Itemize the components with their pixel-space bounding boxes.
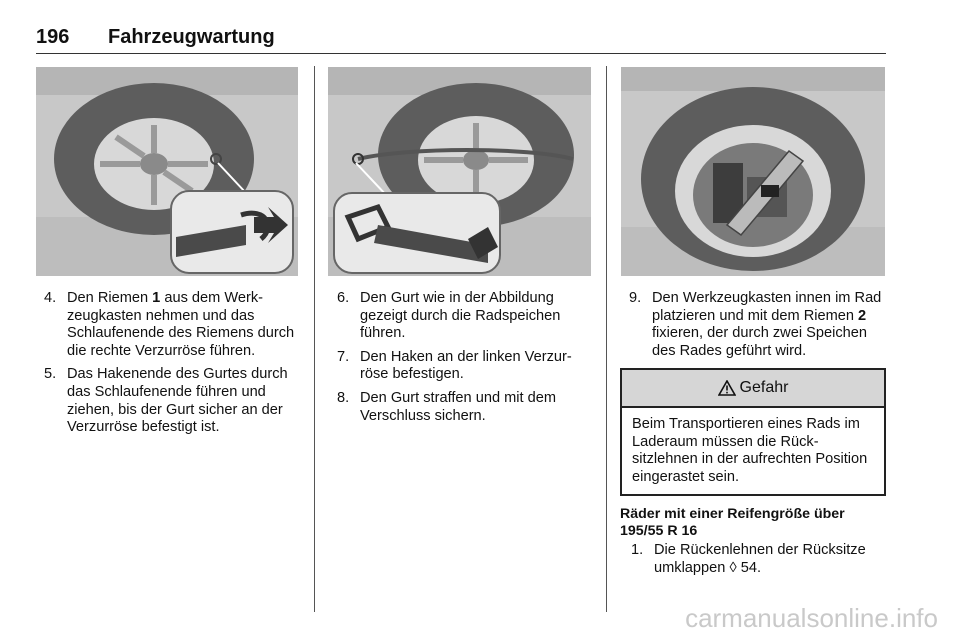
list-item: 7. Den Haken an der linken Verzurröse befestigen. [337,348,572,383]
warning-header [622,370,884,408]
section-heading: Räder mit einer Reifengröße über 195/55 R 16 [620,506,845,539]
warning-triangle-icon [718,380,736,396]
step-number: 4. [44,290,57,306]
step-number: 9. [629,290,642,306]
step-number: 5. [44,366,57,383]
list-item: 9. Den Werkzeugkasten innen im Rad platzieren und mit dem Riemen 2 fixieren, der durch zwei Speichen des Rades geführt wird. [629,290,882,359]
callout-number: 2 [858,307,867,324]
step-number: 8. [337,389,350,406]
illustration-toolbox-in-wheel [621,67,885,276]
list-item: 5. Das Hakenende des Gurtes durch das Schlaufenende führen und ziehen, bis der Gurt sicher an der Verzurröse befestigt ist. [44,366,288,436]
list-item: 1. Die Rückenlehnen der Rücksitze umklappen ◊ 54. [631,542,866,576]
illustration-strap-spokes [328,67,591,276]
page-reference[interactable]: 54. [736,559,762,576]
steps-column-2 [337,290,593,431]
step-number: 1. [631,542,644,558]
header-rule [36,53,886,54]
steps-column-3b [631,542,893,583]
page-number: 196 [36,26,70,48]
warning-box [620,368,886,496]
page-header [36,26,275,49]
watermark: carmanualsonline.info [685,603,938,633]
step-number: 6. [337,290,350,306]
list-item: 4. Den Riemen 1 aus dem Werkzeugkasten nehmen und das Schlaufenende des Riemens durch die rechte Verzurröse führen. [44,290,295,359]
list-item: 8. Den Gurt straffen und mit dem Verschluss sichern. [337,389,557,424]
list-item: 6. Den Gurt wie in der Abbildung gezeigt durch die Radspeichen führen. [337,290,561,342]
callout-number: 1 [152,290,161,306]
diamond-arrow-icon: ◊ [729,559,737,576]
page-title: Fahrzeugwartung [108,26,275,48]
column-divider-2 [606,66,607,612]
steps-column-3 [629,290,891,366]
illustration-strap-loop [36,67,298,276]
warning-title: Gefahr [739,379,789,396]
warning-text: Beim Transportieren eines Rads im Laderaum müssen die Rücksitzlehnen in der aufrechten Position eingerastet sein. [632,416,868,485]
step-number: 7. [337,348,350,365]
column-divider-1 [314,66,315,612]
steps-column-1 [44,290,302,443]
